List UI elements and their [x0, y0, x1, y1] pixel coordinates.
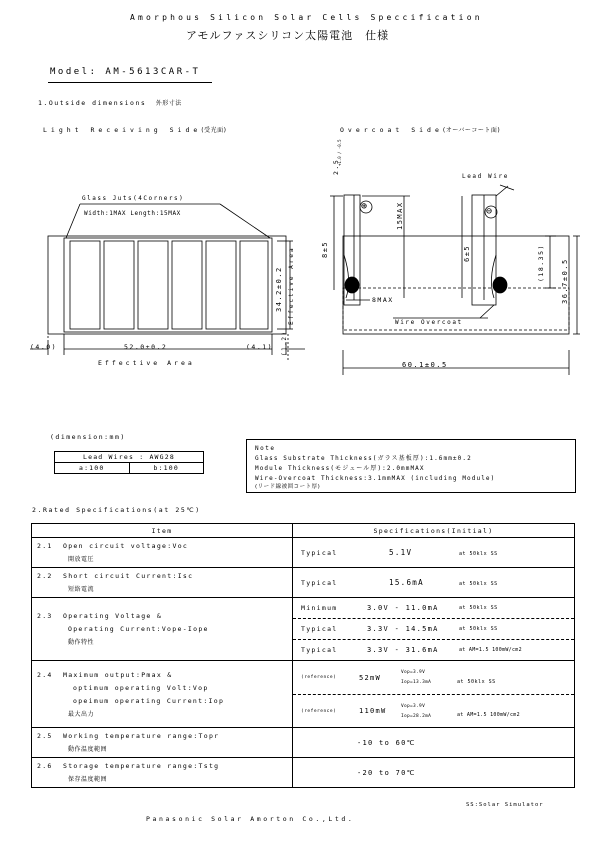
- lead-table-header: Lead Wires : AWG28: [55, 452, 204, 463]
- dim-2-5-tol: +1.0 / -0.5: [337, 139, 342, 166]
- spec-cond: at 50klx SS: [457, 678, 496, 685]
- row-item: Open circuit voltage:Voc: [63, 542, 189, 550]
- section2-heading: 2.Rated Specifications(at 25℃): [32, 506, 201, 514]
- dim-4-1: (4.1): [246, 343, 274, 351]
- spec-value: 52mW: [359, 673, 382, 682]
- spec-value: 3.0V - 11.0mA: [367, 604, 439, 612]
- dim-18-35: (18.35): [537, 244, 545, 282]
- row-item-2: Operating Current:Vope-Iope: [68, 625, 209, 633]
- row-num: 2.2: [37, 572, 53, 580]
- note-line4: (リード線被囲コート厚): [255, 484, 321, 490]
- row-item-jp: 開放電圧: [68, 556, 95, 563]
- dim-34-2: 34.2±0.2: [275, 266, 283, 312]
- left-module-outline: [48, 236, 286, 334]
- note-line1: Glass Substrate Thickness(ガラス基板厚):1.6mm±0.2: [255, 455, 472, 462]
- cell-6: [240, 241, 268, 329]
- row-item: Short circuit Current:Isc: [63, 572, 194, 580]
- note-box: [246, 439, 576, 493]
- row-num: 2.3: [37, 612, 53, 620]
- company-footer: Panasonic Solar Amorton Co.,Ltd.: [146, 815, 355, 823]
- lead-wire-label: Lead Wire: [462, 173, 509, 180]
- spec-row-2-4: [32, 661, 575, 728]
- spec-label: Typical: [301, 579, 338, 587]
- spec-label: Minimum: [301, 604, 338, 612]
- row-item: Storage temperature range:Tstg: [63, 762, 220, 770]
- dimension-unit: (dimension:mm): [50, 433, 126, 441]
- spec-value: 3.3V - 31.6mA: [367, 646, 439, 654]
- spec-label: Typical: [301, 646, 338, 654]
- spec-label: Typical: [301, 625, 338, 633]
- dim-1-2: (1.2): [281, 330, 288, 356]
- glass-juts-label: Glass Juts(4Corners): [82, 195, 185, 202]
- dim-15max: 15MAX: [396, 201, 404, 230]
- dim-36-7: 36.7±0.5: [561, 258, 569, 304]
- row-num: 2.5: [37, 732, 53, 740]
- spec-label: (reference): [301, 708, 337, 714]
- spec-row-2-3: [32, 598, 575, 661]
- footnote: SS:Solar Simulator: [466, 802, 544, 808]
- spec-row-2-6: [32, 758, 575, 788]
- spec-row-2-5: [32, 728, 575, 758]
- lead-b: b:100: [129, 463, 204, 474]
- left-view-jp: (受光面): [201, 127, 227, 134]
- effective-area-vertical: Effective Area: [288, 246, 295, 325]
- specifications-table: [31, 523, 575, 788]
- cell-2: [104, 241, 134, 329]
- spec-cond: at AM=1.5 100mW/cm2: [459, 647, 522, 653]
- right-view-jp: (オーバーコート面): [442, 127, 501, 134]
- right-view-en: Overcoat Side: [340, 126, 443, 134]
- cell-4: [172, 241, 202, 329]
- spec-row-2-1: [32, 538, 575, 568]
- minus-solder: [493, 277, 507, 293]
- row-num: 2.6: [37, 762, 53, 770]
- row-num: 2.4: [37, 670, 53, 679]
- cell-3: [138, 241, 168, 329]
- spec-value: -20 to 70℃: [357, 768, 416, 777]
- spec-cond: at 50klx SS: [459, 626, 498, 632]
- col-spec-header: Specifications(Initial): [293, 524, 575, 538]
- dim-60-1: 60.1±0.5: [402, 361, 448, 369]
- cell-5: [206, 241, 236, 329]
- row-item-jp: 動作特性: [68, 639, 95, 646]
- note-line2: Module Thickness(モジュール厚):2.0mmMAX: [255, 465, 425, 472]
- spec-vop: Vop=3.9V: [401, 703, 426, 709]
- spec-value: 110mW: [359, 707, 387, 715]
- wire-overcoat-label: Wire Overcoat: [395, 319, 463, 326]
- row-num: 2.1: [37, 542, 53, 550]
- spec-value: 3.3V - 14.5mA: [367, 625, 439, 633]
- row-item: Maximum output:Pmax &: [63, 670, 173, 679]
- plus-solder: [345, 277, 359, 293]
- row-item-2: optimum operating Volt:Vop: [73, 683, 209, 692]
- row-item-jp: 最大出力: [68, 710, 95, 718]
- dim-4-0: (4.0): [30, 343, 58, 351]
- spec-iop: Iop=28.2mA: [401, 713, 432, 719]
- dim-8-pm-5: 8±5: [321, 240, 329, 258]
- plus-glyph: ⊕: [361, 201, 368, 212]
- dim-8max: 8MAX: [372, 296, 394, 304]
- section1-heading-jp: 外形寸法: [155, 100, 182, 107]
- spec-iop: Iop=13.3mA: [401, 680, 432, 685]
- row-item: Working temperature range:Topr: [63, 732, 220, 740]
- dim-2-5: 2.5: [332, 158, 340, 175]
- cell-1: [70, 241, 100, 329]
- spec-value: 15.6mA: [389, 578, 424, 587]
- effective-area-label: Effective Area: [98, 359, 195, 367]
- spec-cond: at 50klx SS: [459, 605, 498, 611]
- spec-value: -10 to 60℃: [357, 738, 416, 747]
- row-item-jp: 動作温度範囲: [68, 746, 108, 753]
- spec-row-2-2: [32, 568, 575, 598]
- spec-value: 5.1V: [389, 548, 413, 557]
- note-line3: Wire-Overcoat Thickness:3.1mmMAX (including Module): [255, 475, 496, 482]
- left-view-en: Light Receiving Side: [43, 126, 202, 134]
- title-en: Amorphous Silicon Solar Cells Speccification: [130, 13, 483, 22]
- dim-6-pm-5: 6±5: [463, 244, 471, 262]
- row-item-jp: 保存温度範囲: [68, 776, 108, 783]
- title-jp: アモルファスシリコン太陽電池 仕様: [186, 29, 390, 42]
- row-item-jp: 短絡電流: [68, 586, 95, 593]
- spec-cond: at 50klx SS: [459, 551, 498, 557]
- spec-label: Typical: [301, 549, 338, 557]
- minus-glyph: ⊖: [486, 206, 493, 217]
- spec-cond: at AM=1.5 100mW/cm2: [457, 712, 520, 718]
- spec-label: (reference): [301, 675, 337, 680]
- spec-cond: at 50klx SS: [459, 581, 498, 587]
- row-item: Operating Voltage &: [63, 612, 163, 620]
- row-item-3: opeimum operating Current:Iop: [73, 696, 225, 705]
- model-label: Model: AM-5613CAR-T: [50, 67, 201, 77]
- col-item-header: Item: [32, 524, 293, 538]
- dim-52-0: 52.0±0.2: [124, 343, 168, 351]
- note-title: Note: [255, 445, 276, 452]
- lead-a: a:100: [55, 463, 130, 474]
- section1-heading-en: 1.Outside dimensions: [38, 99, 147, 107]
- lead-wire-table: [54, 451, 204, 474]
- spec-vop: Vop=3.9V: [401, 670, 426, 675]
- glass-dims-label: Width:1MAX Length:15MAX: [84, 210, 181, 217]
